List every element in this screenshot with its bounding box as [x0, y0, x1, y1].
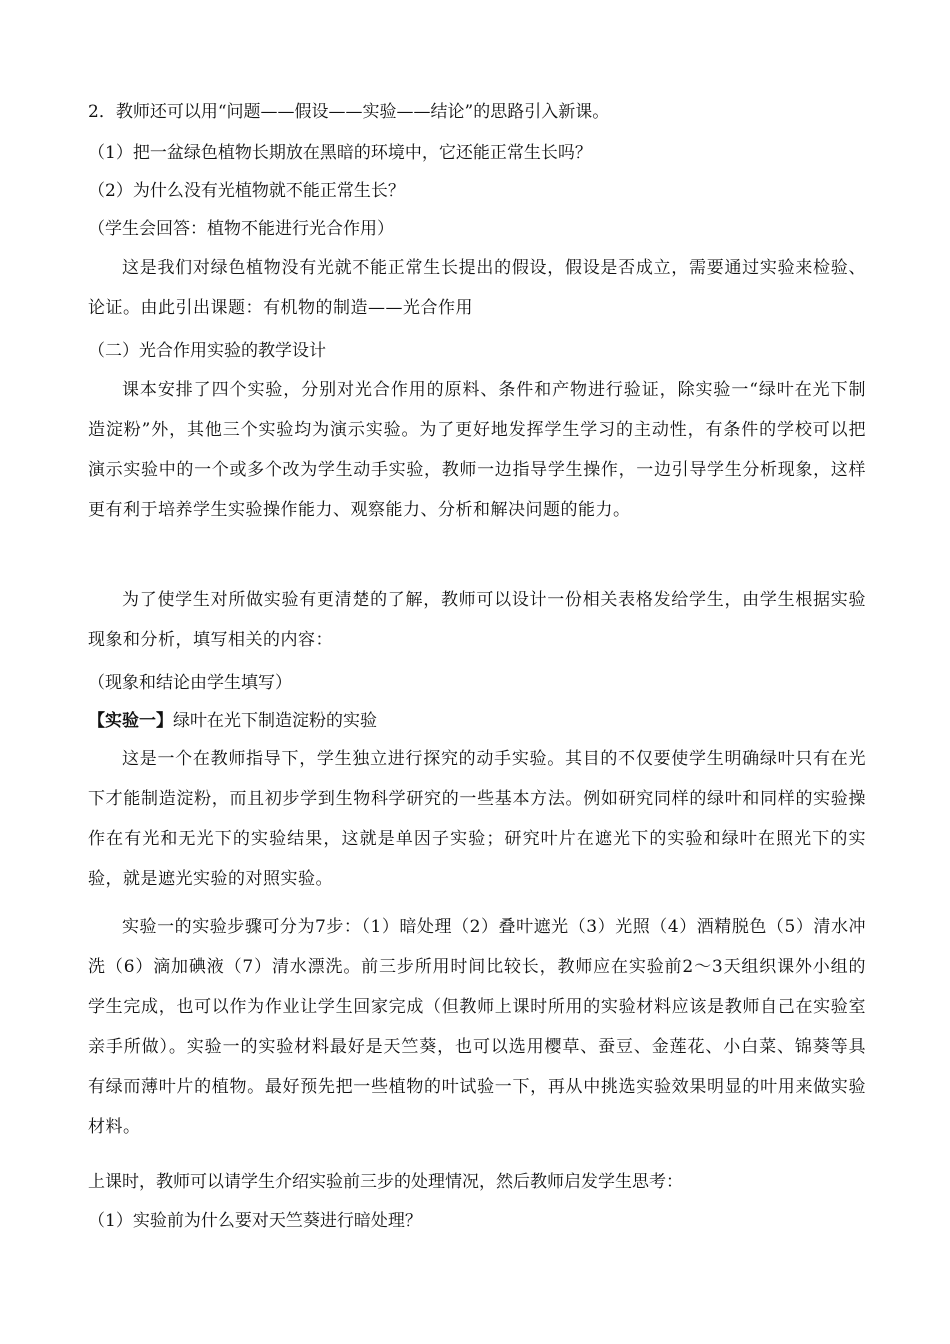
intro-line: 2．教师还可以用“问题——假设——实验——结论”的思路引入新课。 [88, 102, 610, 122]
experiment-1-label: 【实验一】 [88, 711, 173, 731]
question-2: （2）为什么没有光植物就不能正常生长？ [88, 181, 405, 201]
paragraph-experiment-1-steps: 实验一的实验步骤可分为7步：（1）暗处理（2）叠叶遮光（3）光照（4）酒精脱色（5）清水冲洗（6）滴加碘液（7）清水漂洗。前三步所用时间比较长，教师应在实验前2～3天组织课外小组的学生完成，也可以作为作业让学生回家完成（但教师上课时所用的实验材料应该是教师自己在实验室亲手所做）。实验一的实验材料最好是天竺葵，也可以选用樱草、蚕豆、金莲花、小白菜、锦葵等具有绿而薄叶片的植物。最好预先把一些植物的叶试验一下，再从中挑选实验效果明显的叶用来做实验材料。 [88, 917, 866, 1137]
student-answer: （学生会回答：植物不能进行光合作用） [88, 219, 394, 239]
thinking-question-1: （1）实验前为什么要对天竺葵进行暗处理？ [88, 1211, 422, 1231]
experiment-1-title: 绿叶在光下制造淀粉的实验 [173, 711, 377, 731]
section-heading: （二）光合作用实验的教学设计 [88, 341, 326, 361]
experiment-1-heading [88, 711, 868, 731]
question-1: （1）把一盆绿色植物长期放在黑暗的环境中，它还能正常生长吗？ [88, 143, 592, 163]
paragraph-table-design: 为了使学生对所做实验有更清楚的了解，教师可以设计一份相关表格发给学生，由学生根据实验现象和分析，填写相关的内容： [88, 590, 866, 650]
fill-note: （现象和结论由学生填写） [88, 673, 292, 693]
paragraph-experiment-1-purpose: 这是一个在教师指导下，学生独立进行探究的动手实验。其目的不仅要使学生明确绿叶只有在光下才能制造淀粉，而且初步学到生物科学研究的一些基本方法。例如研究同样的绿叶和同样的实验操作在有光和无光下的实验结果，这就是单因子实验；研究叶片在遮光下的实验和绿叶在照光下的实验，就是遮光实验的对照实验。 [88, 749, 866, 889]
paragraph-four-experiments: 课本安排了四个实验，分别对光合作用的原料、条件和产物进行验证，除实验一“绿叶在光下制造淀粉”外，其他三个实验均为演示实验。为了更好地发挥学生学习的主动性，有条件的学校可以把演示实验中的一个或多个改为学生动手实验，教师一边指导学生操作，一边引导学生分析现象，这样更有利于培养学生实验操作能力、观察能力、分析和解决问题的能力。 [88, 380, 866, 520]
paragraph-hypothesis: 这是我们对绿色植物没有光就不能正常生长提出的假设，假设是否成立，需要通过实验来检验、论证。由此引出课题：有机物的制造——光合作用 [88, 258, 866, 318]
class-prompt: 上课时，教师可以请学生介绍实验前三步的处理情况，然后教师启发学生思考： [88, 1172, 683, 1192]
